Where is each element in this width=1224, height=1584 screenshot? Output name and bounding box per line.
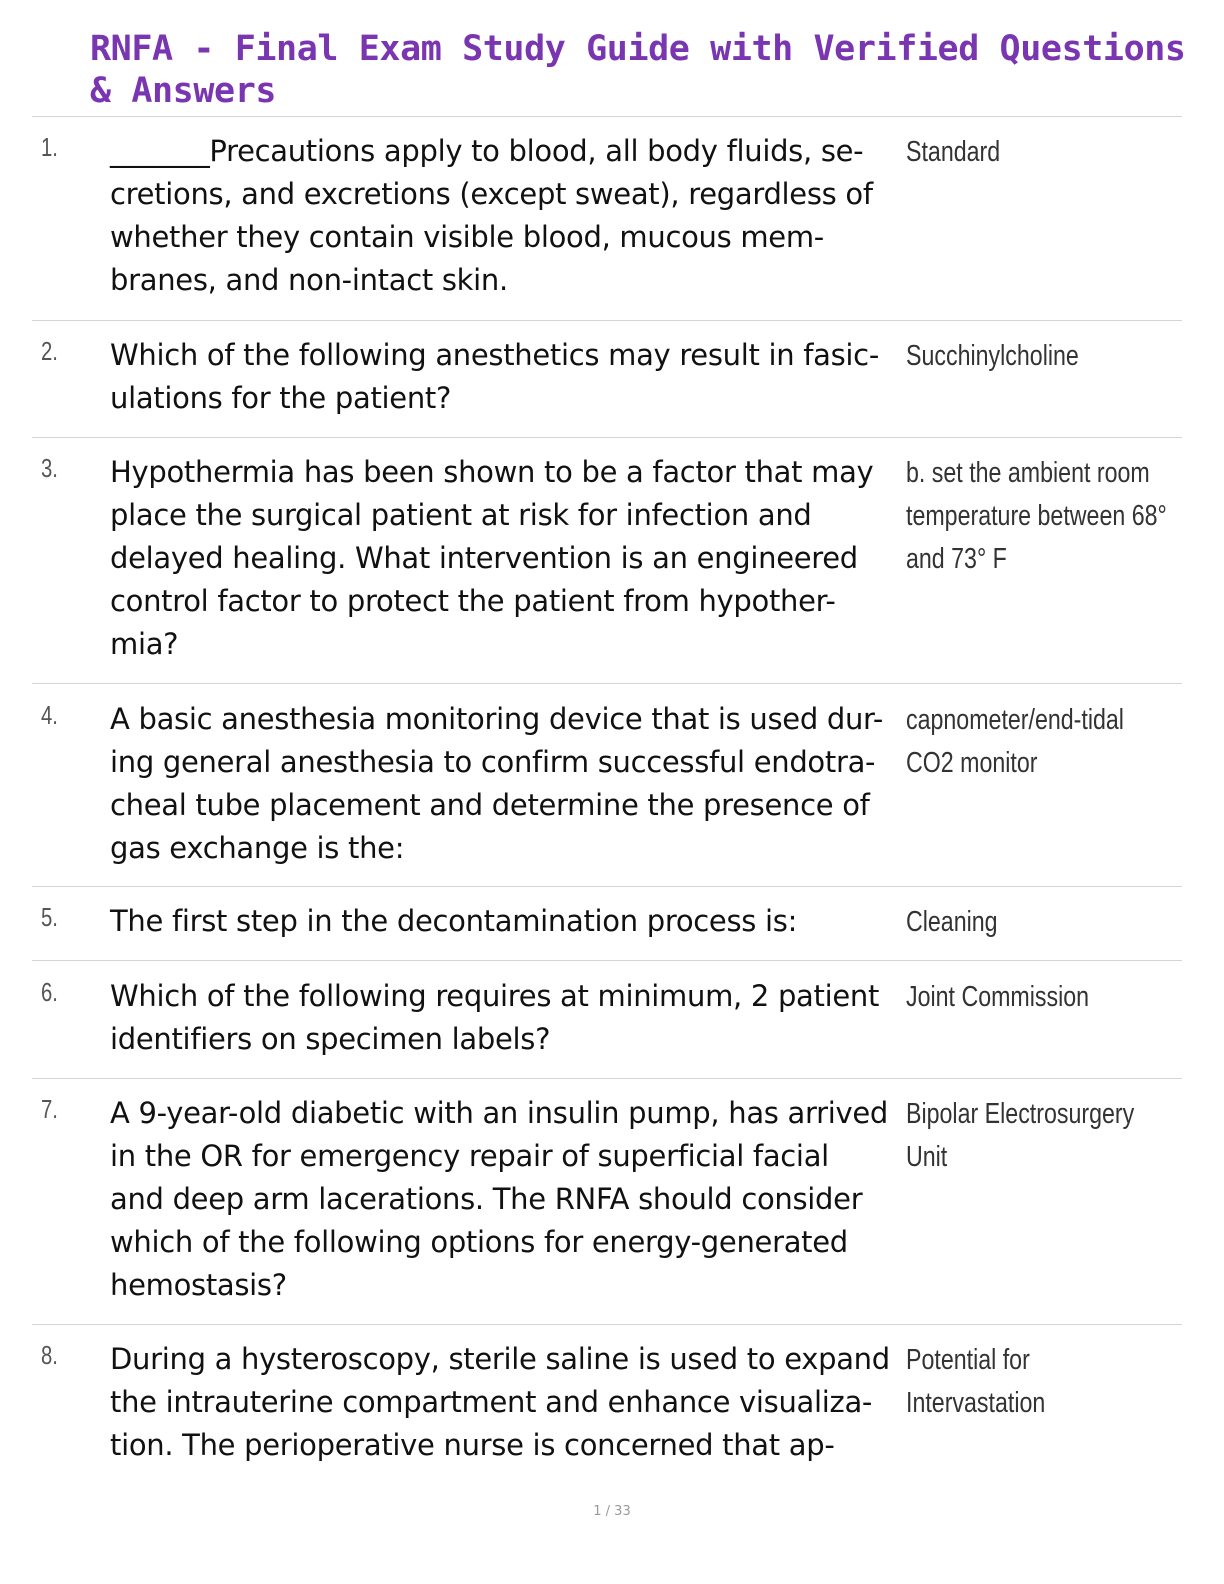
question-text: The first step in the decontamination process is: — [110, 904, 798, 938]
item-number: 6. — [41, 977, 58, 1007]
question-text: A 9-year-old diabetic with an insulin pump, has arrived in the OR for emergency repair of superficial facial and deep arm lacerations. The RNFA should consider which of the following options for energy-generated hemostasis? — [110, 1096, 888, 1302]
question-text: Which of the following requires at minimum, 2 patient identifiers on specimen labels? — [110, 979, 880, 1056]
row-divider — [32, 683, 1182, 684]
answer-text: capnometer/end-tidal CO2 monitor — [906, 704, 1124, 779]
question-text: During a hysteroscopy, sterile saline is used to expand the intrauterine compartment and enhance visualiza- tion. The perioperative nurse is concerned that ap- — [110, 1342, 890, 1462]
page-number: 1 / 33 — [593, 1504, 631, 1519]
answer-text: Potential for Intervastation — [906, 1344, 1046, 1419]
answer-text: Bipolar Electrosurgery Unit — [906, 1098, 1135, 1173]
item-number: 3. — [41, 453, 58, 483]
question-text: A basic anesthesia monitoring device that is used dur- ing general anesthesia to confirm successful endotra- cheal tube placement and determine the presence of gas exchange is the: — [110, 702, 883, 865]
row-divider — [32, 437, 1182, 438]
row-divider — [32, 1078, 1182, 1079]
row-divider — [32, 320, 1182, 321]
answer-text: Cleaning — [906, 906, 998, 938]
answer-text: Standard — [906, 136, 1001, 168]
item-number: 7. — [41, 1094, 58, 1124]
item-number: 2. — [41, 336, 58, 366]
row-divider — [32, 1324, 1182, 1325]
answer-text: Joint Commission — [906, 981, 1090, 1013]
answer-text: b. set the ambient room temperature between 68° and 73° F — [906, 457, 1167, 575]
document-title: RNFA - Final Exam Study Guide with Verified Questions & Answers — [90, 29, 1186, 111]
item-number: 4. — [41, 700, 58, 730]
row-divider — [32, 960, 1182, 961]
answer-text: Succhinylcholine — [906, 340, 1079, 372]
item-number: 8. — [41, 1340, 58, 1370]
row-divider — [32, 886, 1182, 887]
question-text: Which of the following anesthetics may result in fasic- ulations for the patient? — [110, 338, 879, 415]
question-text: _______Precautions apply to blood, all body fluids, se- cretions, and excretions (except sweat), regardless of whether they contain visible blood, mucous mem- branes, and non-intact skin. — [110, 134, 873, 297]
item-number: 1. — [41, 132, 58, 162]
question-text: Hypothermia has been shown to be a factor that may place the surgical patient at risk for infection and delayed healing. What intervention is an engineered control factor to protect the patient from hypother- mia? — [110, 455, 874, 661]
item-number: 5. — [41, 902, 58, 932]
